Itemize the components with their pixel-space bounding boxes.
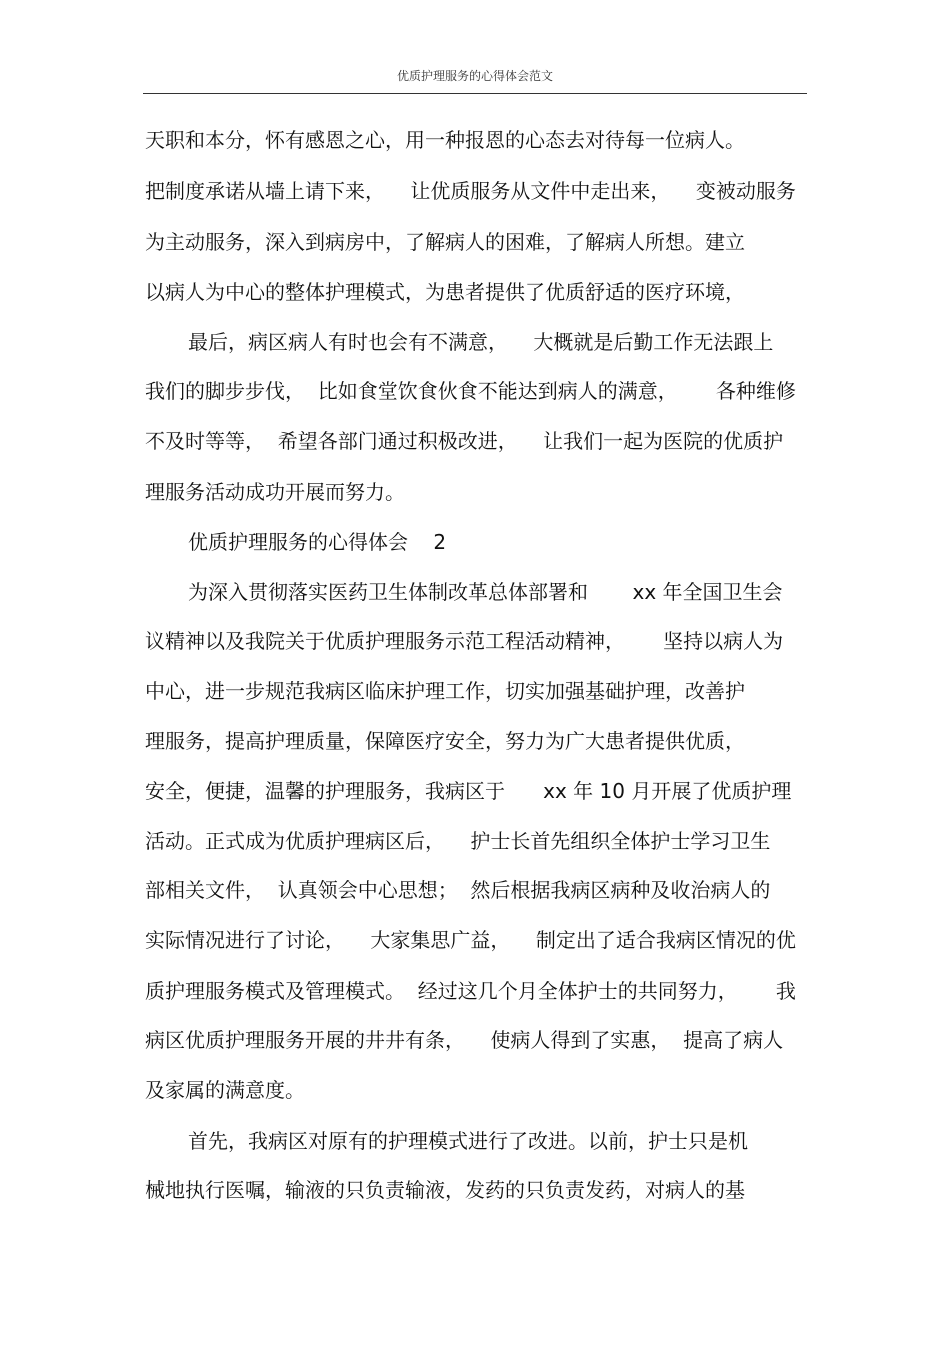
page-header: [143, 0, 807, 94]
paragraph-line: 首先，我病区对原有的护理模式进行了改进。以前，护士只是机: [188, 1129, 748, 1153]
paragraph-line: 械地执行医嘱，输液的只负责输液，发药的只负责发药，对病人的基: [145, 1178, 745, 1202]
paragraph-line: 最后，病区病人有时也会有不满意， 大概就是后勤工作无法跟上: [188, 330, 774, 354]
header-title: 优质护理服务的心得体会范文: [396, 69, 553, 83]
paragraph-line: 安全，便捷，温馨的护理服务，我病区于 xx 年 10 月开展了优质护理: [145, 779, 792, 803]
section-heading: 优质护理服务的心得体会 2: [188, 530, 447, 554]
paragraph-line: 不及时等等， 希望各部门通过积极改进， 让我们一起为医院的优质护: [145, 429, 784, 453]
paragraph-line: 病区优质护理服务开展的井井有条， 使病人得到了实惠， 提高了病人: [145, 1028, 784, 1052]
paragraph-line: 理服务活动成功开展而努力。: [145, 480, 405, 504]
paragraph-line: 部相关文件， 认真领会中心思想； 然后根据我病区病种及收治病人的: [145, 878, 771, 902]
paragraph-line: 把制度承诺从墙上请下来， 让优质服务从文件中走出来， 变被动服务: [145, 179, 796, 203]
paragraph-line: 以病人为中心的整体护理模式，为患者提供了优质舒适的医疗环境，: [145, 280, 745, 304]
paragraph-line: 我们的脚步步伐， 比如食堂饮食伙食不能达到病人的满意， 各种维修: [145, 379, 796, 403]
paragraph-line: 及家属的满意度。: [145, 1078, 305, 1102]
paragraph-line: 理服务，提高护理质量，保障医疗安全，努力为广大患者提供优质，: [145, 729, 745, 753]
paragraph-line: 中心，进一步规范我病区临床护理工作，切实加强基础护理，改善护: [145, 679, 745, 703]
paragraph-line: 为深入贯彻落实医药卫生体制改革总体部署和 xx 年全国卫生会: [188, 580, 783, 604]
paragraph-line: 议精神以及我院关于优质护理服务示范工程活动精神， 坚持以病人为: [145, 629, 784, 653]
paragraph-line: 活动。正式成为优质护理病区后， 护士长首先组织全体护士学习卫生: [145, 829, 771, 853]
paragraph-line: 实际情况进行了讨论， 大家集思广益， 制定出了适合我病区情况的优: [145, 928, 796, 952]
paragraph-line: 天职和本分，怀有感恩之心，用一种报恩的心态去对待每一位病人。: [145, 128, 745, 152]
paragraph-line: 质护理服务模式及管理模式。 经过这几个月全体护士的共同努力， 我: [145, 979, 796, 1003]
paragraph-line: 为主动服务，深入到病房中，了解病人的困难，了解病人所想。建立: [145, 230, 745, 254]
